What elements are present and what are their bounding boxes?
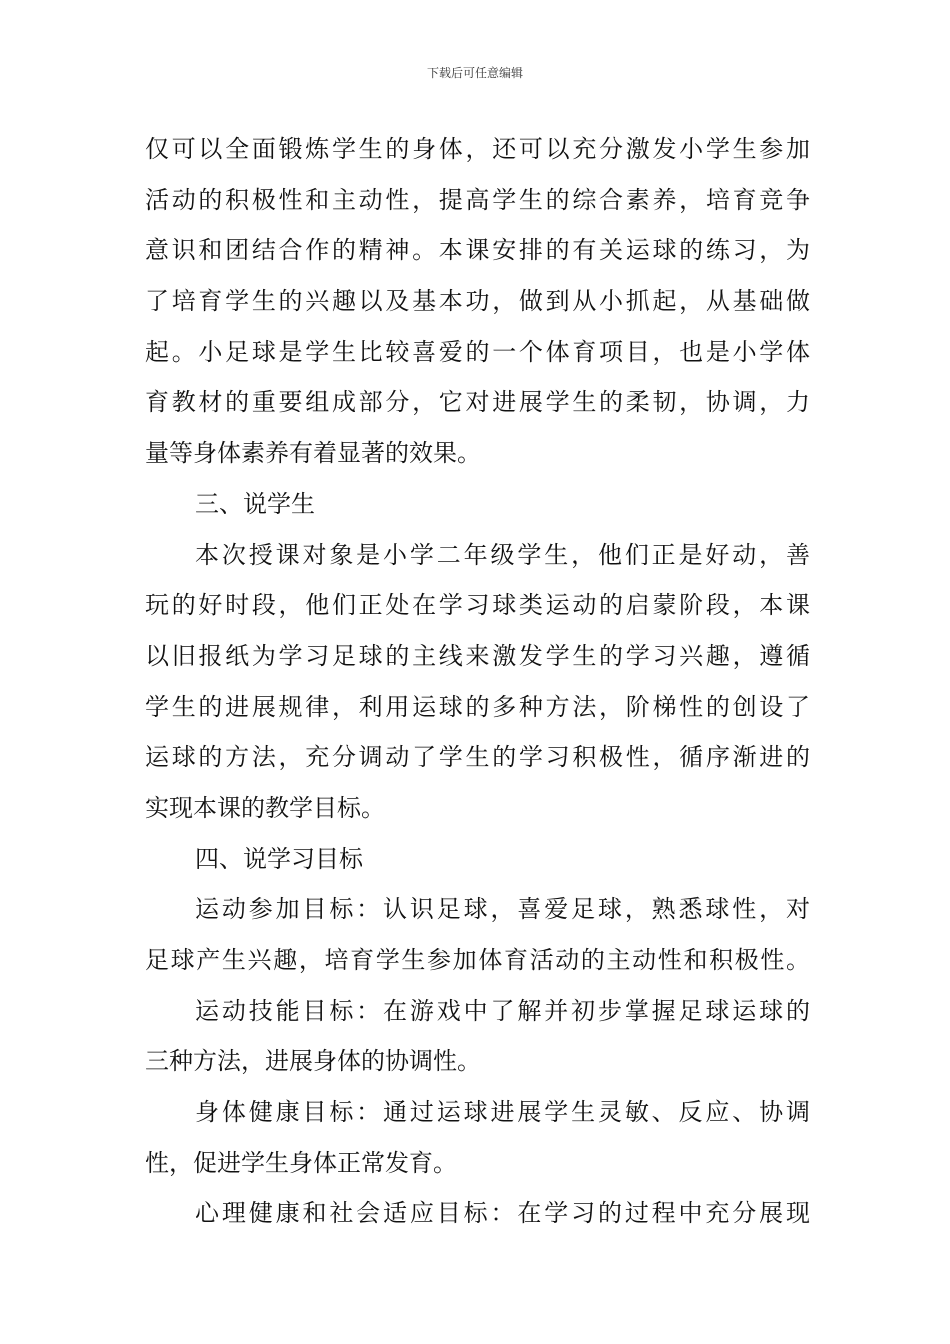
text-line: 了培育学生的兴趣以及基本功，做到从小抓起，从基础做 [145,287,810,316]
section-heading: 四、说学习目标 [195,844,363,873]
text-line: 学生的进展规律，利用运球的多种方法，阶梯性的创设了 [145,692,810,721]
text-line: 运球的方法，充分调动了学生的学习积极性，循序渐进的 [145,743,810,772]
text-line: 玩的好时段，他们正处在学习球类运动的启蒙阶段，本课 [145,591,810,620]
text-line: 身体健康目标：通过运球进展学生灵敏、反应、协调 [195,1098,810,1127]
text-line: 活动的积极性和主动性，提高学生的综合素养，培育竞争 [145,185,810,214]
text-line: 运动参加目标：认识足球，喜爱足球，熟悉球性，对 [195,895,810,924]
text-line: 以旧报纸为学习足球的主线来激发学生的学习兴趣，遵循 [145,641,810,670]
text-line: 心理健康和社会适应目标：在学习的过程中充分展现 [195,1199,810,1228]
text-line: 实现本课的教学目标。 [145,793,385,822]
text-line: 性，促进学生身体正常发育。 [145,1148,457,1177]
text-line: 三种方法，进展身体的协调性。 [145,1047,481,1076]
text-line: 运动技能目标：在游戏中了解并初步掌握足球运球的 [195,996,810,1025]
text-line: 育教材的重要组成部分，它对进展学生的柔韧，协调，力 [145,388,810,417]
text-line: 意识和团结合作的精神。本课安排的有关运球的练习，为 [145,236,810,265]
page-header: 下载后可任意编辑 [426,66,523,80]
text-line: 足球产生兴趣，培育学生参加体育活动的主动性和积极性。 [145,946,810,974]
text-line: 仅可以全面锻炼学生的身体，还可以充分激发小学生参加 [145,135,810,163]
text-line: 本次授课对象是小学二年级学生，他们正是好动，善 [195,540,810,569]
text-line: 量等身体素养有着显著的效果。 [145,439,481,468]
text-line: 起。小足球是学生比较喜爱的一个体育项目，也是小学体 [145,337,810,366]
document-body [145,124,810,1239]
section-heading: 三、说学生 [195,489,315,518]
